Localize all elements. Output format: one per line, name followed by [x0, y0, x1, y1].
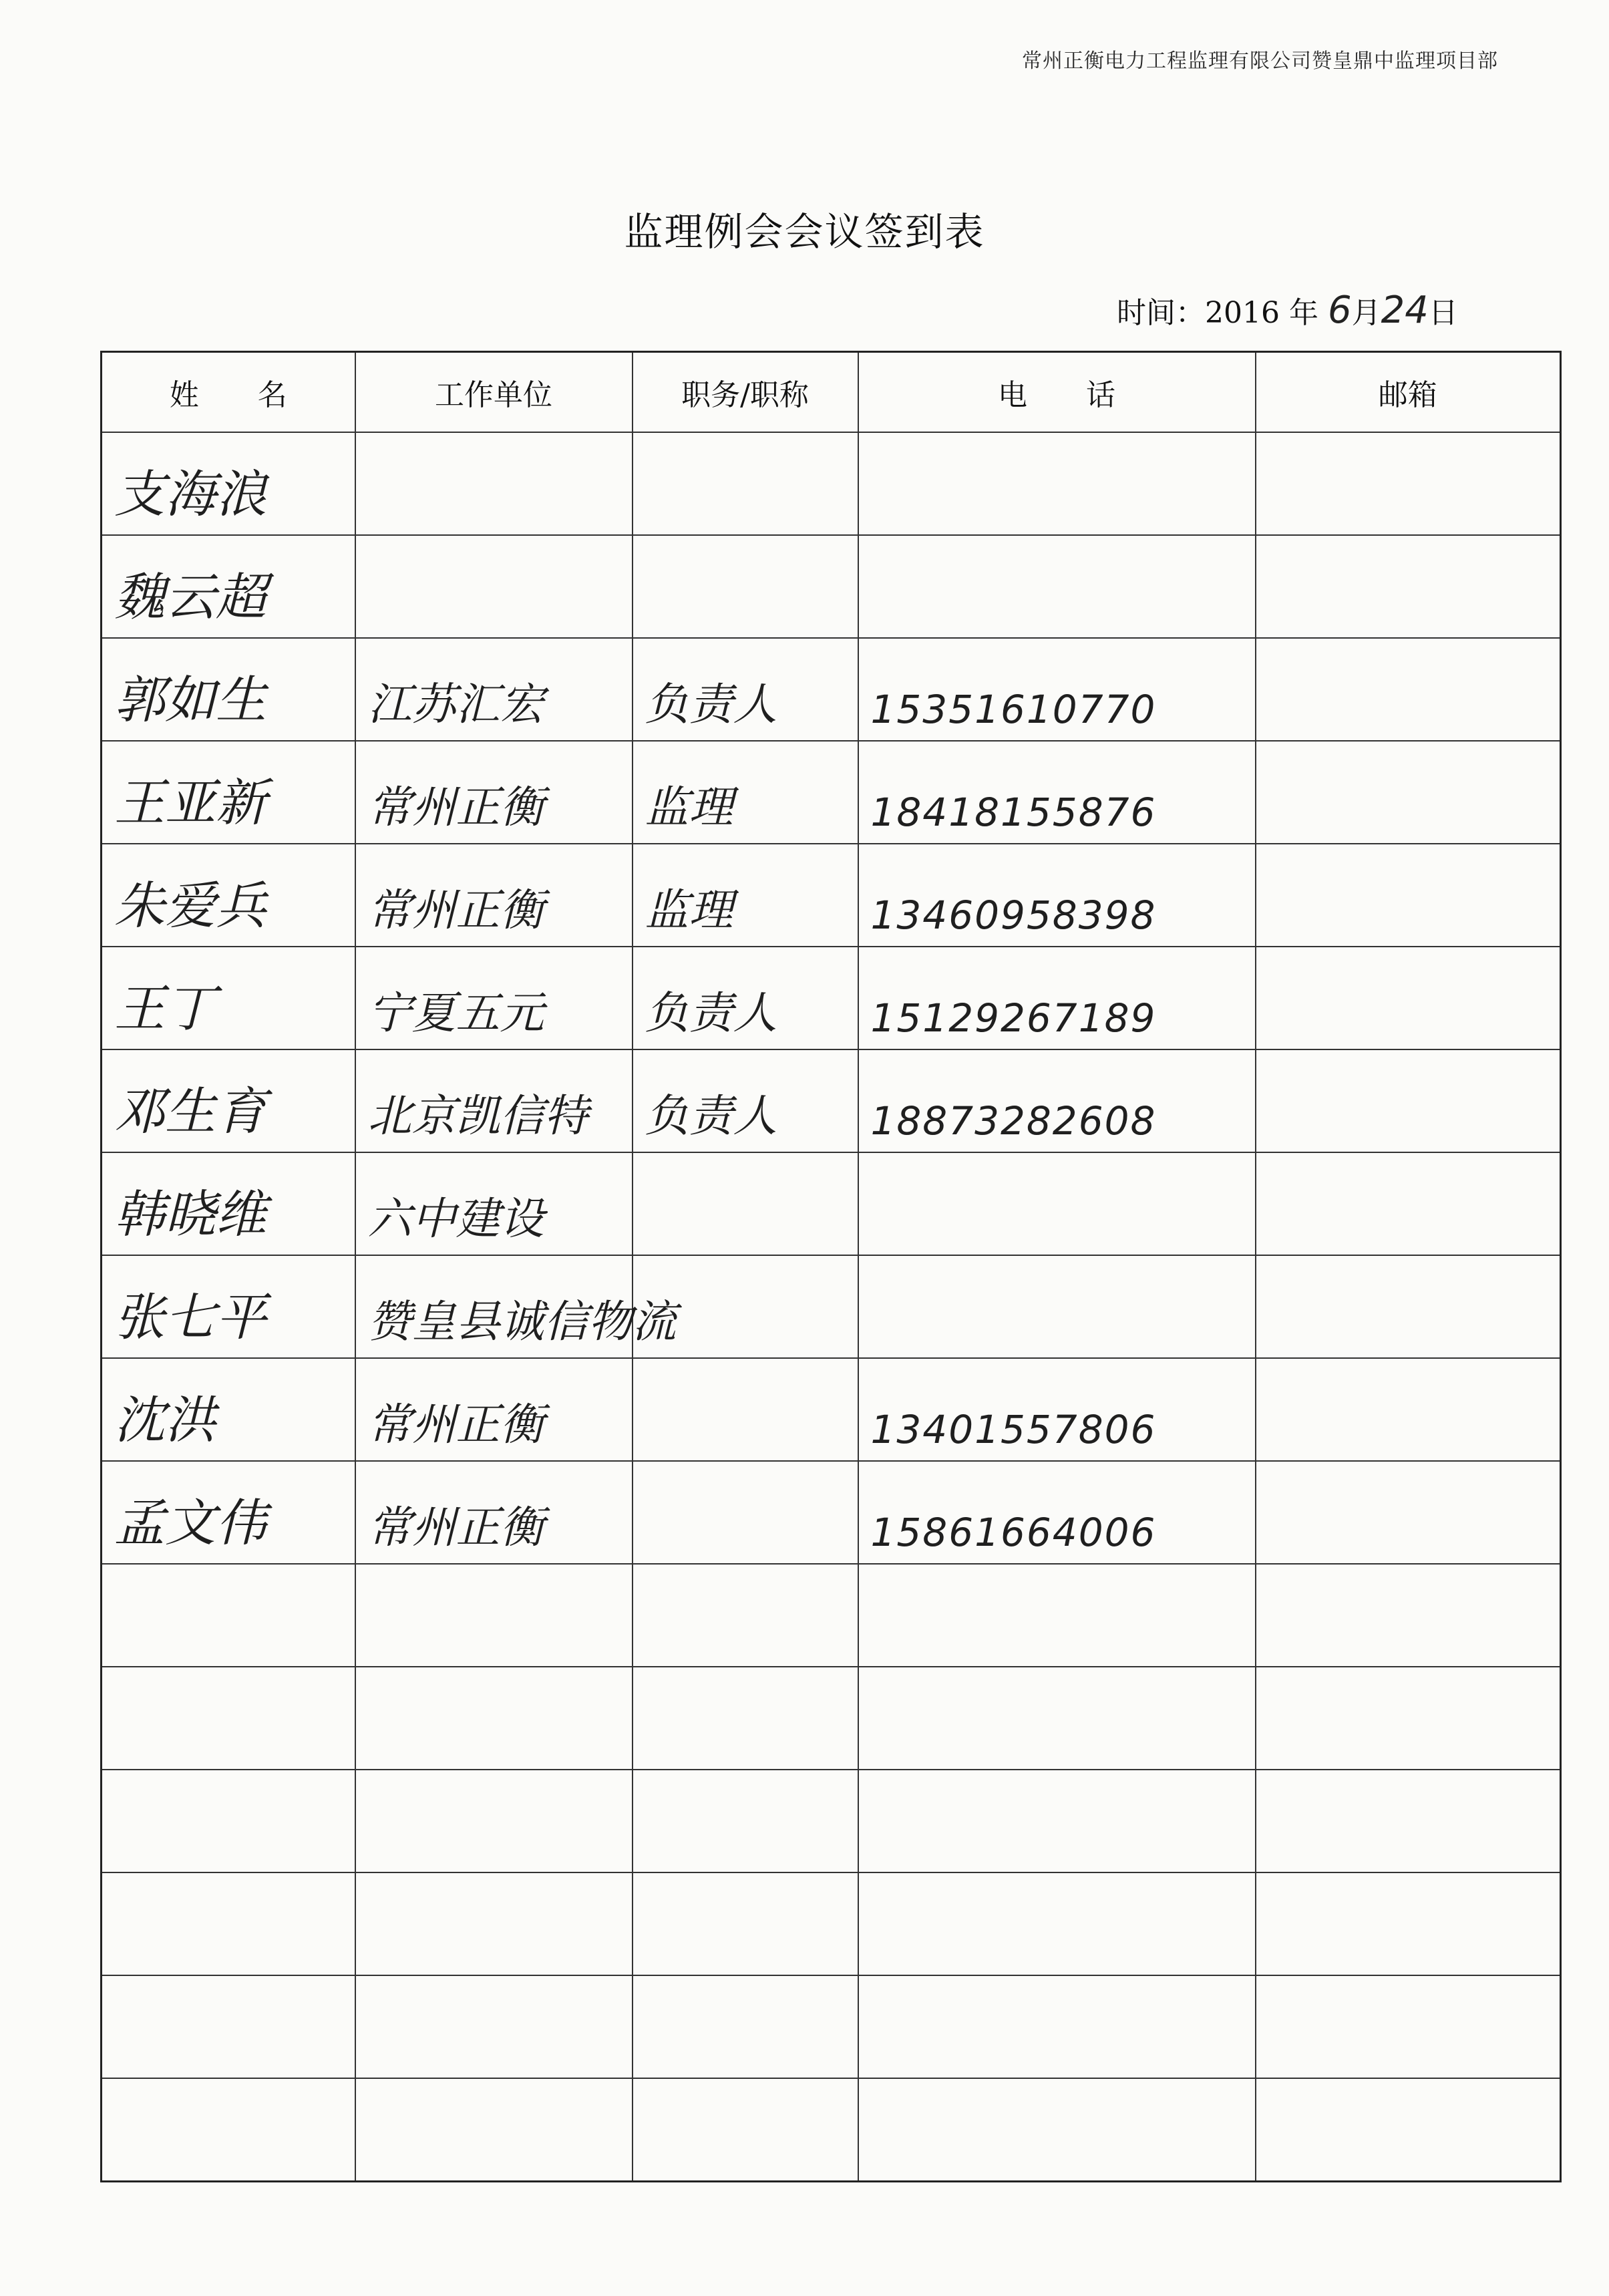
- email-cell: [1256, 1255, 1561, 1358]
- date-month-unit: 月: [1351, 296, 1381, 330]
- table-header-row: [102, 352, 1561, 433]
- organization-header: 常州正衡电力工程监理有限公司赞皇鼎中监理项目部: [1022, 49, 1498, 73]
- sign-in-table: [100, 351, 1562, 2182]
- email-cell: [1256, 638, 1561, 741]
- unit-cell: [355, 1770, 633, 1872]
- table-row: [102, 1975, 1561, 2078]
- table-row: [102, 1358, 1561, 1461]
- date-month-handwritten: 6: [1327, 289, 1352, 332]
- unit-cell: 常州正衡: [355, 741, 633, 844]
- unit-cell: [355, 1564, 633, 1667]
- email-cell: [1256, 1770, 1561, 1872]
- name-cell: 王亚新: [102, 741, 355, 844]
- table-row: [102, 638, 1561, 741]
- position-cell: [633, 1358, 858, 1461]
- table-row: [102, 1152, 1561, 1255]
- name-cell: [102, 1667, 355, 1770]
- unit-cell: [355, 432, 633, 535]
- unit-cell: 六中建设: [355, 1152, 633, 1255]
- phone-cell: [858, 535, 1256, 638]
- position-cell: [633, 1667, 858, 1770]
- unit-cell: 江苏汇宏: [355, 638, 633, 741]
- unit-cell: [355, 2078, 633, 2182]
- name-cell: [102, 1975, 355, 2078]
- position-cell: [633, 1872, 858, 1975]
- position-cell: [633, 1461, 858, 1564]
- date-day-handwritten: 24: [1381, 289, 1429, 332]
- table-row: [102, 741, 1561, 844]
- name-cell: 张七平: [102, 1255, 355, 1358]
- meeting-date: [1117, 289, 1458, 332]
- email-cell: [1256, 1049, 1561, 1152]
- email-cell: [1256, 1461, 1561, 1564]
- name-cell: [102, 1564, 355, 1667]
- email-cell: [1256, 1152, 1561, 1255]
- name-cell: 邓生育: [102, 1049, 355, 1152]
- unit-cell: 常州正衡: [355, 1358, 633, 1461]
- table-row: [102, 947, 1561, 1049]
- name-cell: [102, 1872, 355, 1975]
- position-cell: 监理: [633, 844, 858, 947]
- email-cell: [1256, 1975, 1561, 2078]
- phone-cell: [858, 1152, 1256, 1255]
- table-row: [102, 1872, 1561, 1975]
- position-cell: [633, 1564, 858, 1667]
- phone-cell: 13401557806: [858, 1358, 1256, 1461]
- table-row: [102, 535, 1561, 638]
- table-body: [102, 432, 1561, 2182]
- name-cell: 朱爱兵: [102, 844, 355, 947]
- email-cell: [1256, 1358, 1561, 1461]
- name-cell: [102, 2078, 355, 2182]
- position-cell: [633, 1770, 858, 1872]
- table-row: [102, 1255, 1561, 1358]
- phone-cell: [858, 1975, 1256, 2078]
- phone-cell: [858, 1770, 1256, 1872]
- position-cell: 负责人: [633, 1049, 858, 1152]
- table-row: [102, 1770, 1561, 1872]
- phone-cell: [858, 1255, 1256, 1358]
- phone-cell: 13460958398: [858, 844, 1256, 947]
- name-cell: 魏云超: [102, 535, 355, 638]
- table-row: [102, 1667, 1561, 1770]
- table-row: [102, 844, 1561, 947]
- name-cell: 王丁: [102, 947, 355, 1049]
- name-cell: 韩晓维: [102, 1152, 355, 1255]
- unit-cell: 宁夏五元: [355, 947, 633, 1049]
- position-cell: 负责人: [633, 638, 858, 741]
- position-cell: [633, 432, 858, 535]
- name-cell: 孟文伟: [102, 1461, 355, 1564]
- unit-cell: [355, 1872, 633, 1975]
- email-cell: [1256, 1667, 1561, 1770]
- unit-cell: [355, 1667, 633, 1770]
- column-header-phone: 电 话: [858, 352, 1256, 433]
- phone-cell: 18873282608: [858, 1049, 1256, 1152]
- email-cell: [1256, 741, 1561, 844]
- email-cell: [1256, 1872, 1561, 1975]
- name-cell: [102, 1770, 355, 1872]
- column-header-unit: 工作单位: [355, 352, 633, 433]
- table-row: [102, 1461, 1561, 1564]
- phone-cell: [858, 1667, 1256, 1770]
- unit-cell: 常州正衡: [355, 844, 633, 947]
- table-row: [102, 1049, 1561, 1152]
- column-header-email: 邮箱: [1256, 352, 1561, 433]
- document-title: 监理例会会议签到表: [624, 209, 985, 255]
- phone-cell: 15861664006: [858, 1461, 1256, 1564]
- position-cell: [633, 535, 858, 638]
- table-row: [102, 2078, 1561, 2182]
- date-day-unit: 日: [1428, 296, 1458, 330]
- unit-cell: [355, 535, 633, 638]
- email-cell: [1256, 432, 1561, 535]
- column-header-position: 职务/职称: [633, 352, 858, 433]
- table-row: [102, 1564, 1561, 1667]
- phone-cell: 15129267189: [858, 947, 1256, 1049]
- name-cell: 支海浪: [102, 432, 355, 535]
- email-cell: [1256, 535, 1561, 638]
- phone-cell: 18418155876: [858, 741, 1256, 844]
- phone-cell: [858, 1872, 1256, 1975]
- unit-cell: 北京凯信特: [355, 1049, 633, 1152]
- phone-cell: 15351610770: [858, 638, 1256, 741]
- unit-cell: 常州正衡: [355, 1461, 633, 1564]
- position-cell: [633, 2078, 858, 2182]
- name-cell: 郭如生: [102, 638, 355, 741]
- email-cell: [1256, 1564, 1561, 1667]
- position-cell: [633, 1152, 858, 1255]
- phone-cell: [858, 2078, 1256, 2182]
- position-cell: 监理: [633, 741, 858, 844]
- date-label: 时间：2016 年: [1117, 296, 1318, 330]
- phone-cell: [858, 1564, 1256, 1667]
- email-cell: [1256, 947, 1561, 1049]
- unit-cell: [355, 1975, 633, 2078]
- position-cell: 负责人: [633, 947, 858, 1049]
- name-cell: 沈洪: [102, 1358, 355, 1461]
- position-cell: [633, 1975, 858, 2078]
- email-cell: [1256, 2078, 1561, 2182]
- column-header-name: 姓 名: [102, 352, 355, 433]
- table-row: [102, 432, 1561, 535]
- unit-cell: 赞皇县诚信物流: [355, 1255, 633, 1358]
- email-cell: [1256, 844, 1561, 947]
- phone-cell: [858, 432, 1256, 535]
